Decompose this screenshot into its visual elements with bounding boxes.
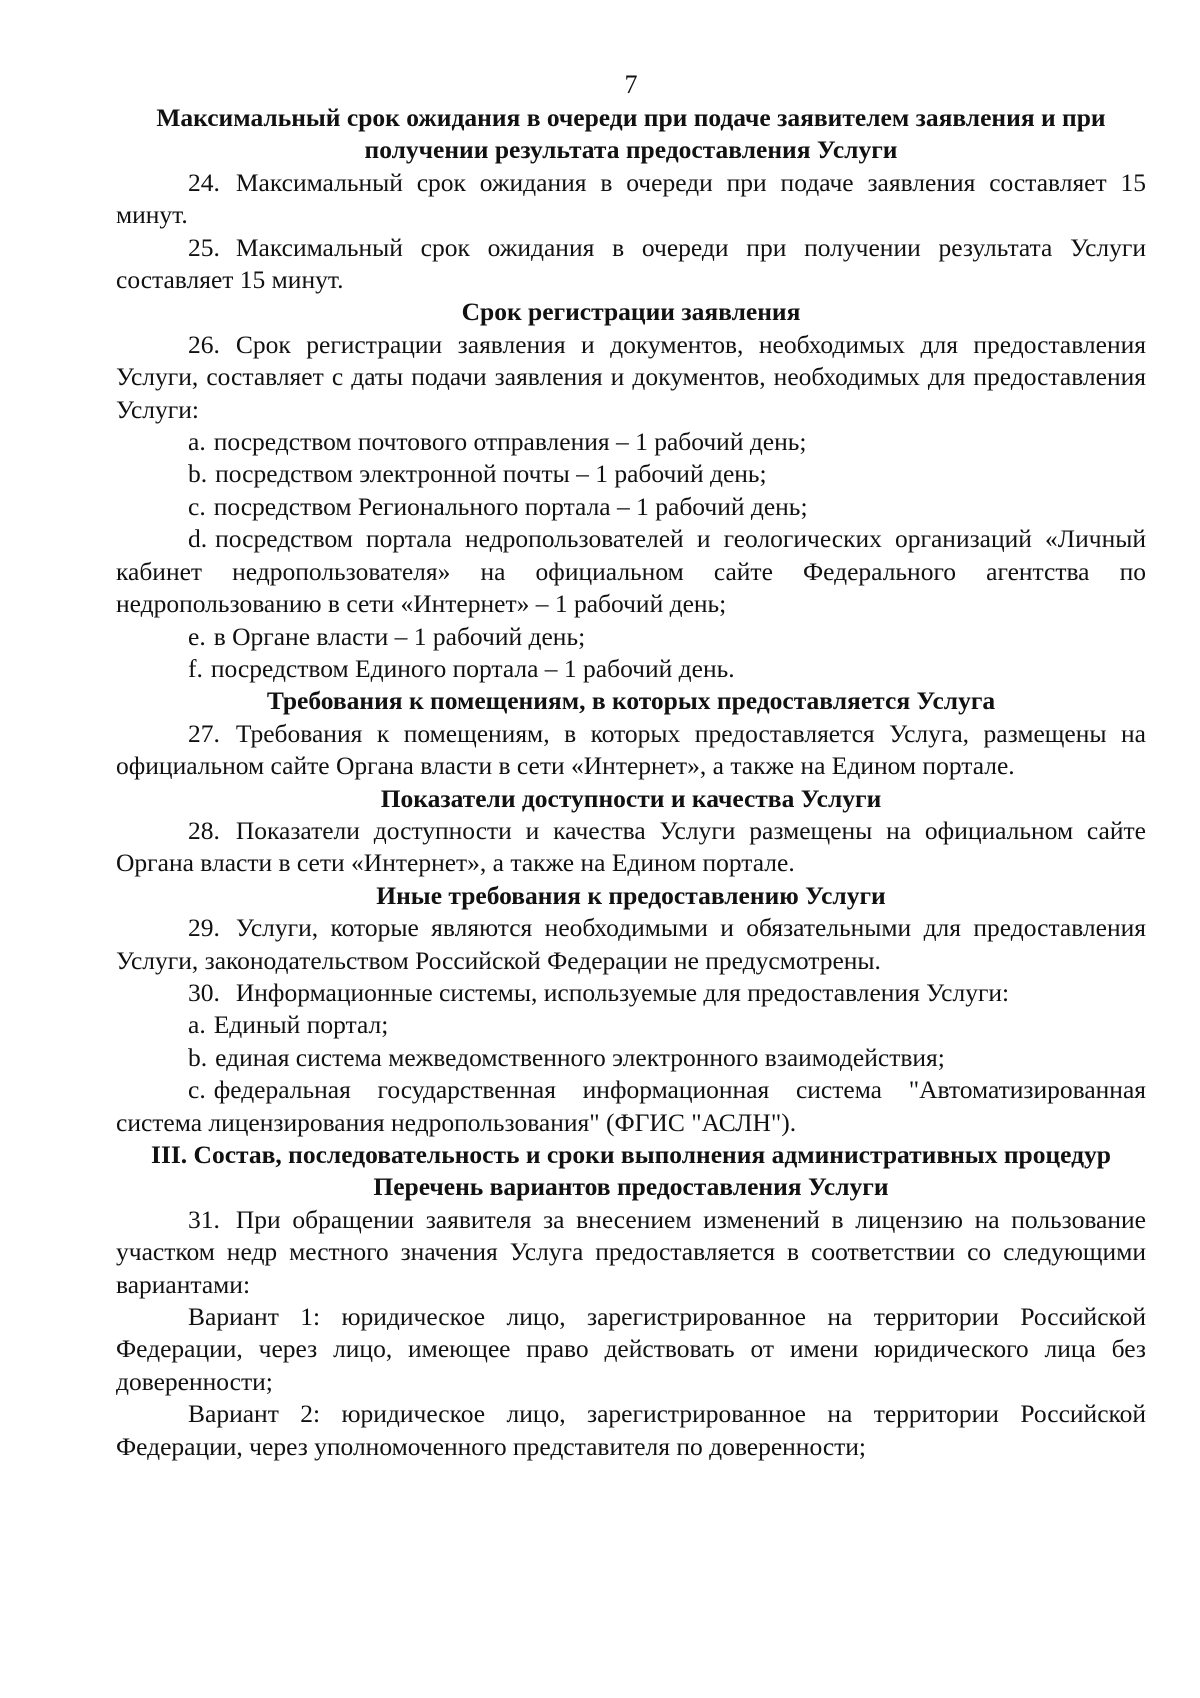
paragraph	[116, 232, 1146, 297]
list-marker: c.	[188, 491, 206, 521]
list-item	[116, 523, 1146, 620]
paragraph-text: Услуги, которые являются необходимыми и обязательными для предоставления Услуги, законодательством Российской Федерации не предусмотрены.	[116, 913, 1146, 975]
paragraph-number: 28.	[188, 815, 220, 845]
list-marker: d.	[188, 524, 208, 554]
paragraph-number: 31.	[188, 1204, 220, 1234]
list-item-text: единая система межведомственного электронного взаимодействия;	[215, 1042, 945, 1072]
paragraph	[116, 1301, 1146, 1398]
list-item-text: посредством почтового отправления – 1 рабочий день;	[213, 427, 807, 457]
paragraph-text: Требования к помещениям, в которых предоставляется Услуга, размещены на официальном сайте Органа власти в сети «Интернет», а также на Едином портале.	[116, 718, 1146, 781]
paragraph-text: Информационные системы, используемые для предоставления Услуги:	[235, 977, 1010, 1007]
list-marker: a.	[188, 427, 206, 457]
list-item	[116, 1042, 1146, 1074]
paragraph-text: Максимальный срок ожидания в очереди при получении результата Услуги составляет 15 минут.	[116, 232, 1146, 295]
paragraph-text: Срок регистрации заявления и документов, необходимых для предоставления Услуги, составляет с даты подачи заявления и документов, необходимых для предоставления Услуги:	[116, 329, 1146, 424]
document-page	[116, 68, 1146, 1463]
list-item	[116, 653, 1146, 685]
paragraph-number: 27.	[188, 718, 220, 748]
section-heading: Перечень вариантов предоставления Услуги	[373, 1172, 889, 1202]
list-marker: c.	[188, 1075, 206, 1105]
list-item-text: посредством Единого портала – 1 рабочий день.	[210, 653, 735, 683]
list-item-text: посредством портала недропользователей и геологических организаций «Личный кабинет недропользователя» на официальном сайте Федерального агентства по недропользованию в сети «Интернет» – 1 рабочий день;	[116, 524, 1146, 619]
paragraph	[116, 1398, 1146, 1463]
section-heading: Показатели доступности и качества Услуги	[380, 783, 882, 813]
list-marker: b.	[188, 1042, 208, 1072]
list-item	[116, 621, 1146, 653]
list-marker: f.	[188, 653, 203, 683]
paragraph-number: 29.	[188, 913, 220, 943]
paragraph	[116, 1204, 1146, 1301]
list-item-text: посредством Регионального портала – 1 рабочий день;	[213, 491, 808, 521]
list-item	[116, 426, 1146, 458]
section-heading: Срок регистрации заявления	[461, 297, 801, 327]
paragraph-text: Вариант 2: юридическое лицо, зарегистрированное на территории Российской Федерации, через уполномоченного представителя по доверенности;	[116, 1399, 1146, 1461]
paragraph-number: 25.	[188, 232, 220, 262]
paragraph-text: Максимальный срок ожидания в очереди при подаче заявления составляет 15 минут.	[116, 167, 1146, 230]
paragraph	[116, 329, 1146, 426]
list-item	[116, 491, 1146, 523]
list-item	[116, 458, 1146, 490]
list-item-text: федеральная государственная информационная система "Автоматизированная система лицензирования недропользования" (ФГИС "АСЛН").	[116, 1075, 1146, 1137]
list-item-text: Единый портал;	[213, 1010, 389, 1040]
paragraph-number: 24.	[188, 167, 220, 197]
list-marker: a.	[188, 1010, 206, 1040]
list-item-text: посредством электронной почты – 1 рабочий день;	[215, 459, 767, 489]
paragraph	[116, 977, 1146, 1009]
section-heading: Иные требования к предоставлению Услуги	[376, 880, 886, 910]
paragraph-text: Вариант 1: юридическое лицо, зарегистрированное на территории Российской Федерации, через лицо, имеющее право действовать от имени юридического лица без доверенности;	[116, 1302, 1146, 1396]
document-body	[116, 102, 1146, 1463]
paragraph-text: При обращении заявителя за внесением изменений в лицензию на пользование участком недр местного значения Услуга предоставляется в соответствии со следующими вариантами:	[116, 1204, 1146, 1299]
section-heading: Максимальный срок ожидания в очереди при подаче заявителем заявления и при получении результата предоставления Услуги	[156, 103, 1106, 165]
list-item	[116, 1074, 1146, 1139]
list-item-text: в Органе власти – 1 рабочий день;	[213, 621, 586, 651]
paragraph	[116, 167, 1146, 232]
list-marker: b.	[188, 459, 208, 489]
paragraph-text: Показатели доступности и качества Услуги размещены на официальном сайте Органа власти в сети «Интернет», а также на Едином портале.	[116, 815, 1146, 878]
section-heading: III. Состав, последовательность и сроки выполнения административных процедур	[151, 1140, 1111, 1169]
paragraph	[116, 912, 1146, 977]
page-number: 7	[624, 70, 638, 99]
section-heading: Требования к помещениям, в которых предоставляется Услуга	[266, 686, 996, 716]
paragraph	[116, 815, 1146, 880]
paragraph-number: 26.	[188, 329, 220, 359]
list-marker: e.	[188, 621, 206, 651]
list-item	[116, 1009, 1146, 1041]
paragraph	[116, 718, 1146, 783]
paragraph-number: 30.	[188, 977, 220, 1007]
